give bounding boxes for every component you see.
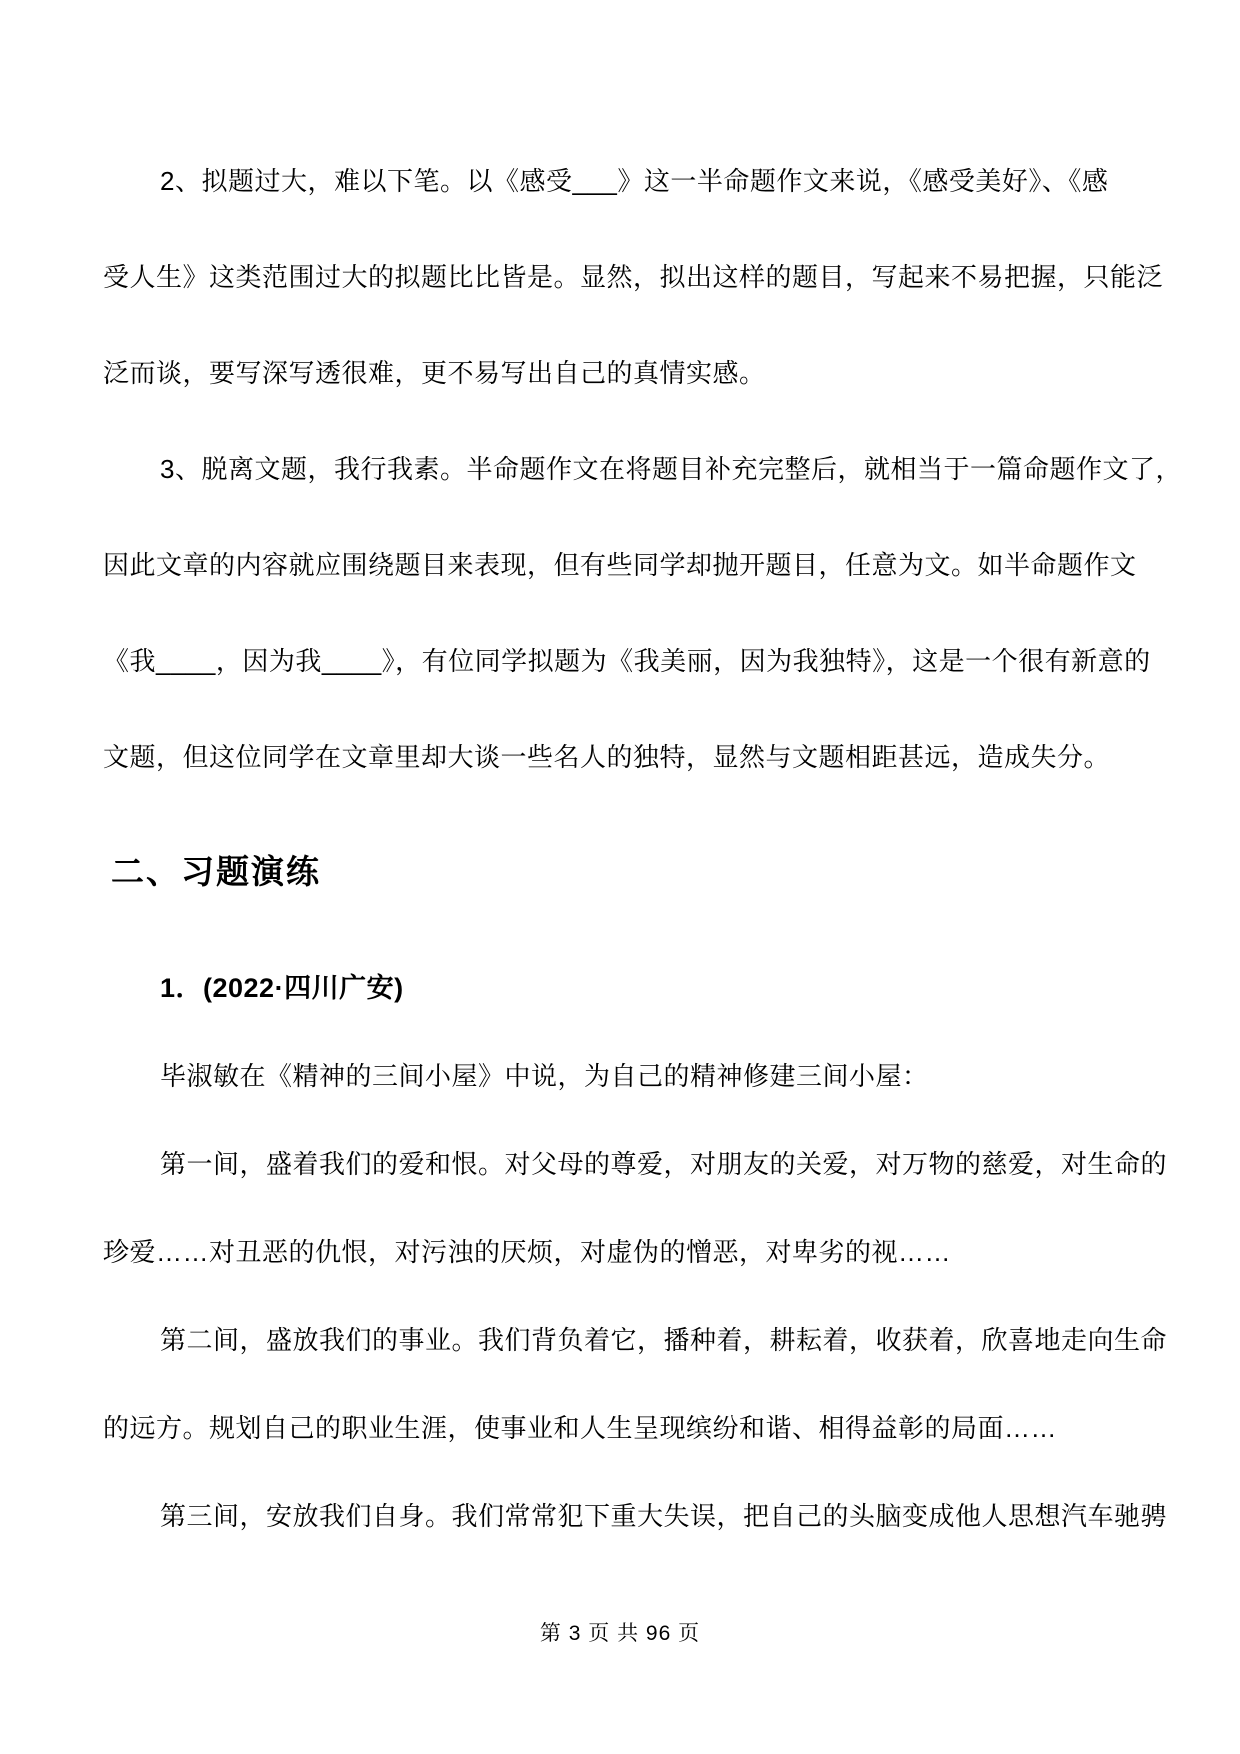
notes-paragraph-3 bbox=[103, 421, 1200, 805]
text-line: 因此文章的内容就应围绕题目来表现，但有些同学却抛开题目，任意为文。如半命题作文 bbox=[103, 550, 1137, 580]
text-line: 第一间，盛着我们的爱和恨。对父母的尊爱，对朋友的关爱，对万物的慈爱，对生命的 bbox=[160, 1149, 1168, 1179]
text-line: 珍爱……对丑恶的仇恨，对污浊的厌烦，对虚伪的憎恶，对卑劣的视…… bbox=[103, 1237, 952, 1267]
exercise-section bbox=[103, 944, 1200, 1560]
text-line: 文题，但这位同学在文章里却大谈一些名人的独特，显然与文题相距甚远，造成失分。 bbox=[103, 742, 1111, 772]
page-number-text: 第 3 页 共 96 页 bbox=[539, 1622, 701, 1645]
exercise-intro-line: 毕淑敏在《精神的三间小屋》中说，为自己的精神修建三间小屋： bbox=[160, 1061, 929, 1091]
notes-paragraph-2 bbox=[103, 133, 1200, 421]
notes-section bbox=[103, 133, 1200, 805]
text-line: 泛而谈，要写深写透很难，更不易写出自己的真情实感。 bbox=[103, 358, 766, 388]
room-2-paragraph bbox=[103, 1296, 1200, 1472]
text-line: 3、脱离文题，我行我素。半命题作文在将题目补充完整后，就相当于一篇命题作文了， bbox=[160, 454, 1182, 484]
exercise-number-label: 1．(2022·四川广安) bbox=[160, 973, 404, 1003]
text-line: 第三间，安放我们自身。我们常常犯下重大失误，把自己的头脑变成他人思想汽车驰骋 bbox=[160, 1501, 1168, 1531]
room-1-paragraph bbox=[103, 1120, 1200, 1296]
room-3-paragraph bbox=[103, 1472, 1200, 1560]
text-line: 第二间，盛放我们的事业。我们背负着它，播种着，耕耘着，收获着，欣喜地走向生命 bbox=[160, 1325, 1168, 1355]
section-heading: 二、习题演练 bbox=[111, 853, 321, 890]
text-line: 2、拟题过大，难以下笔。以《感受___》这一半命题作文来说，《感受美好》、《感 bbox=[160, 166, 1109, 196]
page-footer bbox=[0, 1617, 1240, 1647]
text-line: 《我____，因为我____》，有位同学拟题为《我美丽，因为我独特》，这是一个很有新意的 bbox=[103, 646, 1151, 676]
text-line: 的远方。规划自己的职业生涯，使事业和人生呈现缤纷和谐、相得益彰的局面…… bbox=[103, 1413, 1058, 1443]
text-line: 受人生》这类范围过大的拟题比比皆是。显然，拟出这样的题目，写起来不易把握，只能泛 bbox=[103, 262, 1164, 292]
